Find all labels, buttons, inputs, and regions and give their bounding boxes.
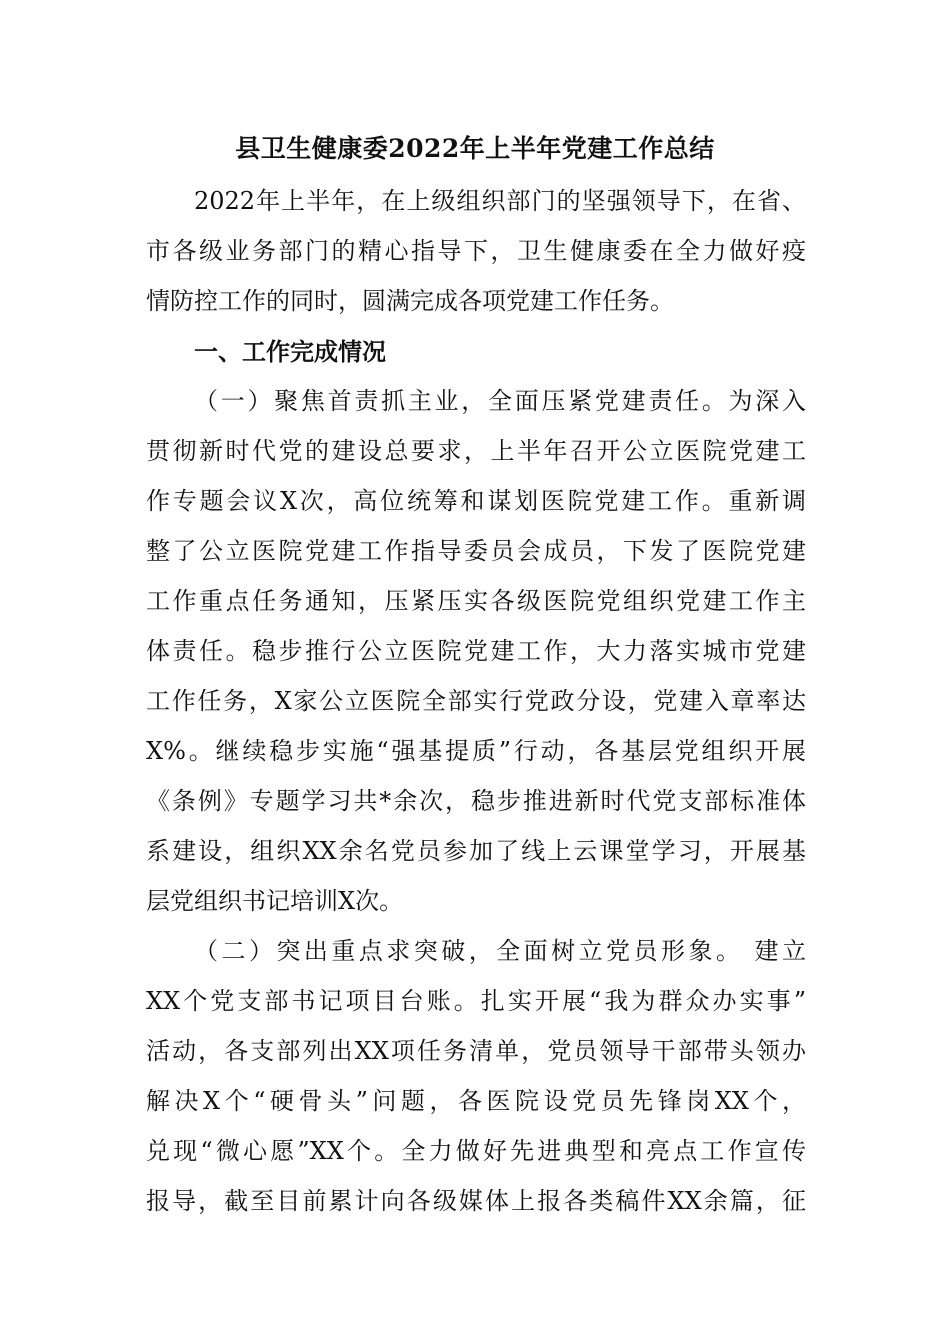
- paragraph2-line-5: 兑现“微心愿”XX个。全力做好先进典型和亮点工作宣传: [146, 1137, 806, 1165]
- intro-line-3: 情防控工作的同时，圆满完成各项党建工作任务。: [146, 287, 674, 315]
- paragraph1-line-5: 工作重点任务通知，压紧压实各级医院党组织党建工作主: [146, 587, 806, 615]
- paragraph2-line-6: 报导，截至目前累计向各级媒体上报各类稿件XX余篇，征: [146, 1187, 806, 1215]
- intro-line-2: 市各级业务部门的精心指导下，卫生健康委在全力做好疫: [146, 237, 806, 265]
- paragraph2-line-4: 解决X个“硬骨头”问题，各医院设党员先锋岗XX个，: [146, 1087, 806, 1115]
- paragraph1-line-9: 《条例》专题学习共*余次，稳步推进新时代党支部标准体: [146, 787, 806, 815]
- paragraph1-line-7: 工作任务，X家公立医院全部实行党政分设，党建入章率达: [146, 687, 806, 715]
- paragraph2-line-2: XX个党支部书记项目台账。扎实开展“我为群众办实事”: [146, 987, 806, 1015]
- paragraph1-line-1: （一）聚焦首责抓主业，全面压紧党建责任。为深入: [194, 387, 806, 415]
- paragraph1-line-10: 系建设，组织XX余名党员参加了线上云课堂学习，开展基: [146, 837, 806, 865]
- paragraph1-line-11: 层党组织书记培训X次。: [146, 887, 404, 915]
- document-title: 县卫生健康委2022年上半年党建工作总结: [235, 134, 715, 163]
- paragraph1-line-2: 贯彻新时代党的建设总要求，上半年召开公立医院党建工: [146, 437, 806, 465]
- paragraph2-line-1: （二）突出重点求突破，全面树立党员形象。 建立: [194, 937, 806, 965]
- paragraph1-line-3: 作专题会议X次，高位统筹和谋划医院党建工作。重新调: [146, 487, 806, 515]
- paragraph2-line-3: 活动，各支部列出XX项任务清单，党员领导干部带头领办: [146, 1037, 806, 1065]
- intro-line-1: 2022年上半年，在上级组织部门的坚强领导下，在省、: [194, 187, 806, 215]
- paragraph1-line-8: X%。继续稳步实施“强基提质”行动，各基层党组织开展: [146, 737, 806, 765]
- paragraph1-line-6: 体责任。稳步推行公立医院党建工作，大力落实城市党建: [146, 637, 806, 665]
- section-heading: 一、工作完成情况: [194, 337, 386, 366]
- paragraph1-line-4: 整了公立医院党建工作指导委员会成员，下发了医院党建: [146, 537, 806, 565]
